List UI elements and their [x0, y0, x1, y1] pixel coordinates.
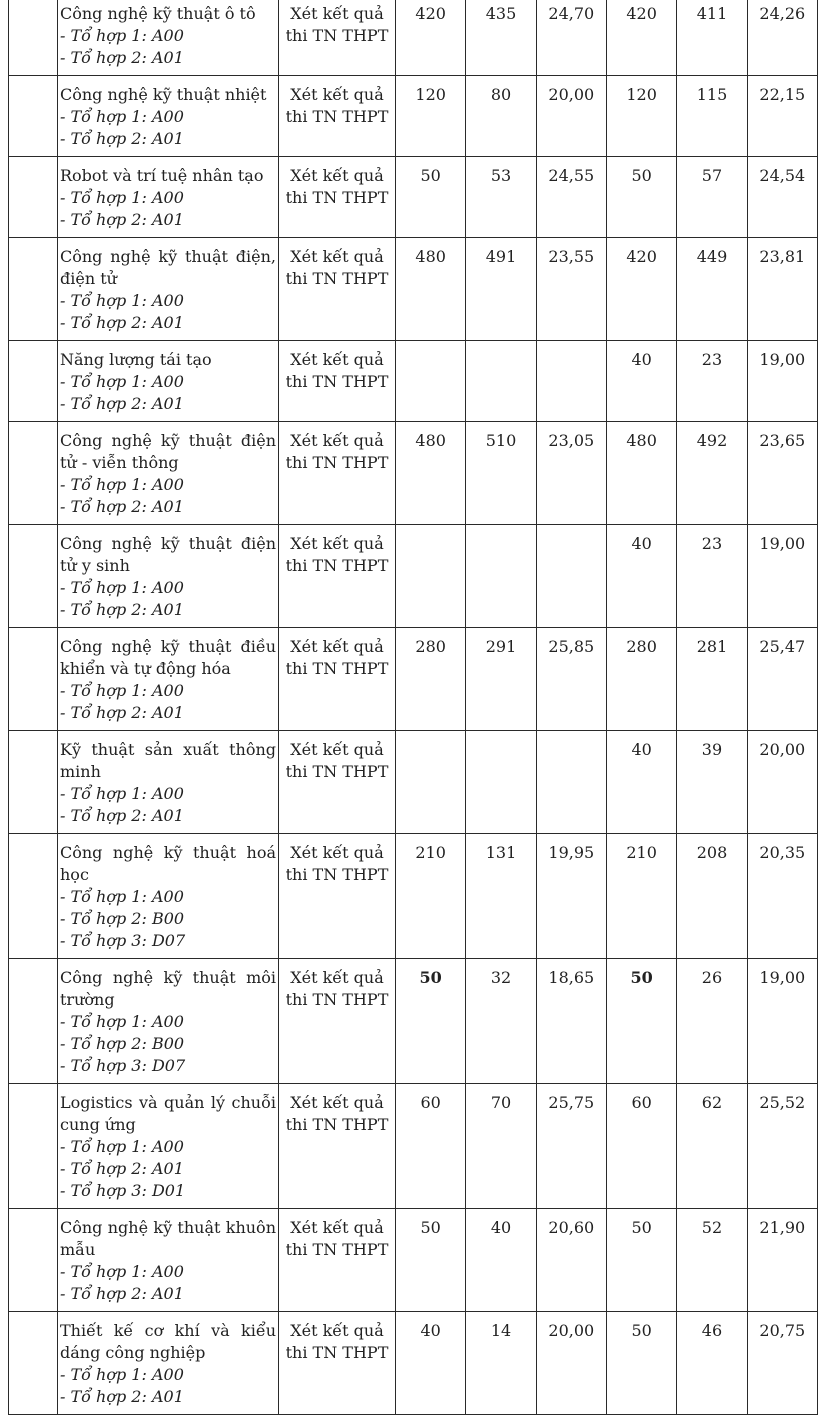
- admitted-count-cell: 491: [466, 238, 536, 341]
- admission-method-cell: Xét kết quả thi TN THPT: [279, 834, 396, 959]
- admission-method-cell: Xét kết quả thi TN THPT: [279, 157, 396, 238]
- quota-cell: 480: [396, 238, 466, 341]
- cutoff-score-cell: [536, 525, 606, 628]
- admitted-count-cell: 435: [466, 0, 536, 76]
- quota-cell: 40: [396, 1312, 466, 1415]
- row-index-cell: [9, 76, 58, 157]
- cutoff-score-cell: 19,95: [536, 834, 606, 959]
- cutoff-score-cell: 19,00: [747, 341, 817, 422]
- admission-method-cell: Xét kết quả thi TN THPT: [279, 959, 396, 1084]
- admitted-count-cell: 14: [466, 1312, 536, 1415]
- program-name: Công nghệ kỹ thuật hoá học: [60, 843, 276, 884]
- row-index-cell: [9, 341, 58, 422]
- program-cell: [58, 0, 279, 76]
- admission-method-cell: Xét kết quả thi TN THPT: [279, 1084, 396, 1209]
- admitted-count-cell: 281: [677, 628, 747, 731]
- quota-cell: 60: [396, 1084, 466, 1209]
- program-cell: [58, 422, 279, 525]
- subject-combination: - Tổ hợp 1: A00: [60, 681, 184, 700]
- admission-method-cell: Xét kết quả thi TN THPT: [279, 1312, 396, 1415]
- cutoff-score-cell: 22,15: [747, 76, 817, 157]
- admitted-count-cell: 23: [677, 525, 747, 628]
- program-name: Robot và trí tuệ nhân tạo: [60, 166, 264, 185]
- admitted-count-cell: 291: [466, 628, 536, 731]
- admitted-count-cell: 449: [677, 238, 747, 341]
- admission-method-cell: Xét kết quả thi TN THPT: [279, 422, 396, 525]
- table-row: [9, 1209, 818, 1312]
- quota-cell: 210: [606, 834, 676, 959]
- table-row: [9, 422, 818, 525]
- cutoff-score-cell: 24,26: [747, 0, 817, 76]
- quota-cell: [396, 525, 466, 628]
- admitted-count-cell: 80: [466, 76, 536, 157]
- admission-method-cell: Xét kết quả thi TN THPT: [279, 1209, 396, 1312]
- quota-cell: 40: [606, 731, 676, 834]
- cutoff-score-cell: 20,00: [536, 76, 606, 157]
- quota-cell: 420: [606, 0, 676, 76]
- cutoff-score-cell: 24,54: [747, 157, 817, 238]
- program-cell: [58, 1209, 279, 1312]
- quota-cell: [396, 731, 466, 834]
- subject-combination: - Tổ hợp 1: A00: [60, 784, 184, 803]
- quota-cell: 280: [606, 628, 676, 731]
- row-index-cell: [9, 834, 58, 959]
- admitted-count-cell: 492: [677, 422, 747, 525]
- admitted-count-cell: 52: [677, 1209, 747, 1312]
- program-cell: [58, 834, 279, 959]
- program-name: Công nghệ kỹ thuật ô tô: [60, 4, 256, 23]
- row-index-cell: [9, 0, 58, 76]
- cutoff-score-cell: 18,65: [536, 959, 606, 1084]
- quota-cell: [396, 341, 466, 422]
- quota-cell: 420: [396, 0, 466, 76]
- subject-combination: - Tổ hợp 2: A01: [60, 394, 184, 413]
- subject-combination: - Tổ hợp 1: A00: [60, 1262, 184, 1281]
- program-cell: [58, 525, 279, 628]
- admission-method-cell: Xét kết quả thi TN THPT: [279, 525, 396, 628]
- program-cell: [58, 959, 279, 1084]
- admissions-table: [8, 0, 818, 1415]
- table-row: [9, 1084, 818, 1209]
- program-cell: [58, 628, 279, 731]
- quota-cell: 120: [396, 76, 466, 157]
- quota-cell: 60: [606, 1084, 676, 1209]
- row-index-cell: [9, 157, 58, 238]
- subject-combination: - Tổ hợp 2: A01: [60, 600, 184, 619]
- program-name: Công nghệ kỹ thuật điện tử - viễn thông: [60, 431, 276, 472]
- subject-combination: - Tổ hợp 2: B00: [60, 909, 185, 928]
- admitted-count-cell: [466, 525, 536, 628]
- admitted-count-cell: 32: [466, 959, 536, 1084]
- quota-cell: 480: [396, 422, 466, 525]
- program-name: Công nghệ kỹ thuật điều khiển và tự động hóa: [60, 637, 276, 678]
- table-row: [9, 238, 818, 341]
- subject-combination: - Tổ hợp 1: A00: [60, 1365, 184, 1384]
- subject-combination: - Tổ hợp 1: A00: [60, 887, 184, 906]
- cutoff-score-cell: 21,90: [747, 1209, 817, 1312]
- row-index-cell: [9, 525, 58, 628]
- admitted-count-cell: 23: [677, 341, 747, 422]
- table-row: [9, 834, 818, 959]
- program-cell: [58, 76, 279, 157]
- admitted-count-cell: 53: [466, 157, 536, 238]
- program-cell: [58, 1084, 279, 1209]
- admitted-count-cell: 411: [677, 0, 747, 76]
- program-cell: [58, 1312, 279, 1415]
- program-name: Công nghệ kỹ thuật khuôn mẫu: [60, 1218, 276, 1259]
- table-row: [9, 959, 818, 1084]
- admitted-count-cell: 62: [677, 1084, 747, 1209]
- subject-combination: - Tổ hợp 3: D07: [60, 931, 186, 950]
- program-cell: [58, 238, 279, 341]
- subject-combination: - Tổ hợp 1: A00: [60, 1012, 184, 1031]
- cutoff-score-cell: 23,55: [536, 238, 606, 341]
- cutoff-score-cell: 20,35: [747, 834, 817, 959]
- program-name: Năng lượng tái tạo: [60, 350, 212, 369]
- subject-combination: - Tổ hợp 1: A00: [60, 188, 184, 207]
- table-body: [9, 0, 818, 1415]
- program-name: Công nghệ kỹ thuật điện tử y sinh: [60, 534, 276, 575]
- cutoff-score-cell: 25,85: [536, 628, 606, 731]
- subject-combination: - Tổ hợp 2: A01: [60, 48, 184, 67]
- quota-cell: 40: [606, 525, 676, 628]
- cutoff-score-cell: 19,00: [747, 959, 817, 1084]
- program-name: Công nghệ kỹ thuật nhiệt: [60, 85, 267, 104]
- row-index-cell: [9, 628, 58, 731]
- row-index-cell: [9, 238, 58, 341]
- cutoff-score-cell: 23,81: [747, 238, 817, 341]
- row-index-cell: [9, 1209, 58, 1312]
- table-row: [9, 0, 818, 76]
- quota-cell: 50: [396, 959, 466, 1084]
- subject-combination: - Tổ hợp 1: A00: [60, 372, 184, 391]
- quota-cell: 50: [396, 1209, 466, 1312]
- subject-combination: - Tổ hợp 2: A01: [60, 313, 184, 332]
- program-name: Logistics và quản lý chuỗi cung ứng: [60, 1093, 276, 1134]
- quota-cell: 50: [606, 1209, 676, 1312]
- admission-method-cell: Xét kết quả thi TN THPT: [279, 76, 396, 157]
- subject-combination: - Tổ hợp 2: A01: [60, 210, 184, 229]
- quota-cell: 210: [396, 834, 466, 959]
- cutoff-score-cell: 20,00: [536, 1312, 606, 1415]
- subject-combination: - Tổ hợp 2: A01: [60, 1387, 184, 1406]
- subject-combination: - Tổ hợp 2: A01: [60, 1159, 184, 1178]
- row-index-cell: [9, 1084, 58, 1209]
- admitted-count-cell: 57: [677, 157, 747, 238]
- table-row: [9, 157, 818, 238]
- cutoff-score-cell: 23,05: [536, 422, 606, 525]
- admitted-count-cell: 26: [677, 959, 747, 1084]
- quota-cell: 120: [606, 76, 676, 157]
- table-row: [9, 1312, 818, 1415]
- program-cell: [58, 731, 279, 834]
- quota-cell: 50: [606, 959, 676, 1084]
- program-name: Kỹ thuật sản xuất thông minh: [60, 740, 276, 781]
- admission-method-cell: Xét kết quả thi TN THPT: [279, 628, 396, 731]
- subject-combination: - Tổ hợp 3: D01: [60, 1181, 186, 1200]
- cutoff-score-cell: 20,75: [747, 1312, 817, 1415]
- cutoff-score-cell: 25,47: [747, 628, 817, 731]
- admitted-count-cell: [466, 731, 536, 834]
- row-index-cell: [9, 1312, 58, 1415]
- program-cell: [58, 157, 279, 238]
- cutoff-score-cell: 25,52: [747, 1084, 817, 1209]
- row-index-cell: [9, 959, 58, 1084]
- program-name: Công nghệ kỹ thuật môi trường: [60, 968, 276, 1009]
- program-name: Công nghệ kỹ thuật điện, điện tử: [60, 247, 276, 288]
- quota-cell: 480: [606, 422, 676, 525]
- subject-combination: - Tổ hợp 1: A00: [60, 26, 184, 45]
- admitted-count-cell: 39: [677, 731, 747, 834]
- cutoff-score-cell: 25,75: [536, 1084, 606, 1209]
- table-row: [9, 628, 818, 731]
- admitted-count-cell: 70: [466, 1084, 536, 1209]
- subject-combination: - Tổ hợp 1: A00: [60, 475, 184, 494]
- row-index-cell: [9, 731, 58, 834]
- admission-method-cell: Xét kết quả thi TN THPT: [279, 731, 396, 834]
- program-cell: [58, 341, 279, 422]
- cutoff-score-cell: 24,55: [536, 157, 606, 238]
- subject-combination: - Tổ hợp 2: A01: [60, 1284, 184, 1303]
- quota-cell: 420: [606, 238, 676, 341]
- quota-cell: 50: [606, 1312, 676, 1415]
- admission-method-cell: Xét kết quả thi TN THPT: [279, 341, 396, 422]
- admitted-count-cell: 46: [677, 1312, 747, 1415]
- subject-combination: - Tổ hợp 2: A01: [60, 129, 184, 148]
- admitted-count-cell: [466, 341, 536, 422]
- cutoff-score-cell: 23,65: [747, 422, 817, 525]
- admitted-count-cell: 131: [466, 834, 536, 959]
- cutoff-score-cell: 20,00: [747, 731, 817, 834]
- subject-combination: - Tổ hợp 2: A01: [60, 806, 184, 825]
- admitted-count-cell: 510: [466, 422, 536, 525]
- table-row: [9, 731, 818, 834]
- quota-cell: 50: [606, 157, 676, 238]
- row-index-cell: [9, 422, 58, 525]
- cutoff-score-cell: 20,60: [536, 1209, 606, 1312]
- subject-combination: - Tổ hợp 1: A00: [60, 578, 184, 597]
- quota-cell: 50: [396, 157, 466, 238]
- program-name: Thiết kế cơ khí và kiểu dáng công nghiệp: [60, 1321, 276, 1362]
- subject-combination: - Tổ hợp 2: A01: [60, 703, 184, 722]
- table-row: [9, 341, 818, 422]
- admitted-count-cell: 40: [466, 1209, 536, 1312]
- admission-method-cell: Xét kết quả thi TN THPT: [279, 0, 396, 76]
- table-row: [9, 525, 818, 628]
- subject-combination: - Tổ hợp 2: B00: [60, 1034, 185, 1053]
- subject-combination: - Tổ hợp 1: A00: [60, 107, 184, 126]
- cutoff-score-cell: [536, 341, 606, 422]
- quota-cell: 280: [396, 628, 466, 731]
- admitted-count-cell: 208: [677, 834, 747, 959]
- table-row: [9, 76, 818, 157]
- cutoff-score-cell: 19,00: [747, 525, 817, 628]
- subject-combination: - Tổ hợp 3: D07: [60, 1056, 186, 1075]
- subject-combination: - Tổ hợp 1: A00: [60, 1137, 184, 1156]
- quota-cell: 40: [606, 341, 676, 422]
- cutoff-score-cell: 24,70: [536, 0, 606, 76]
- admitted-count-cell: 115: [677, 76, 747, 157]
- admission-method-cell: Xét kết quả thi TN THPT: [279, 238, 396, 341]
- subject-combination: - Tổ hợp 1: A00: [60, 291, 184, 310]
- subject-combination: - Tổ hợp 2: A01: [60, 497, 184, 516]
- cutoff-score-cell: [536, 731, 606, 834]
